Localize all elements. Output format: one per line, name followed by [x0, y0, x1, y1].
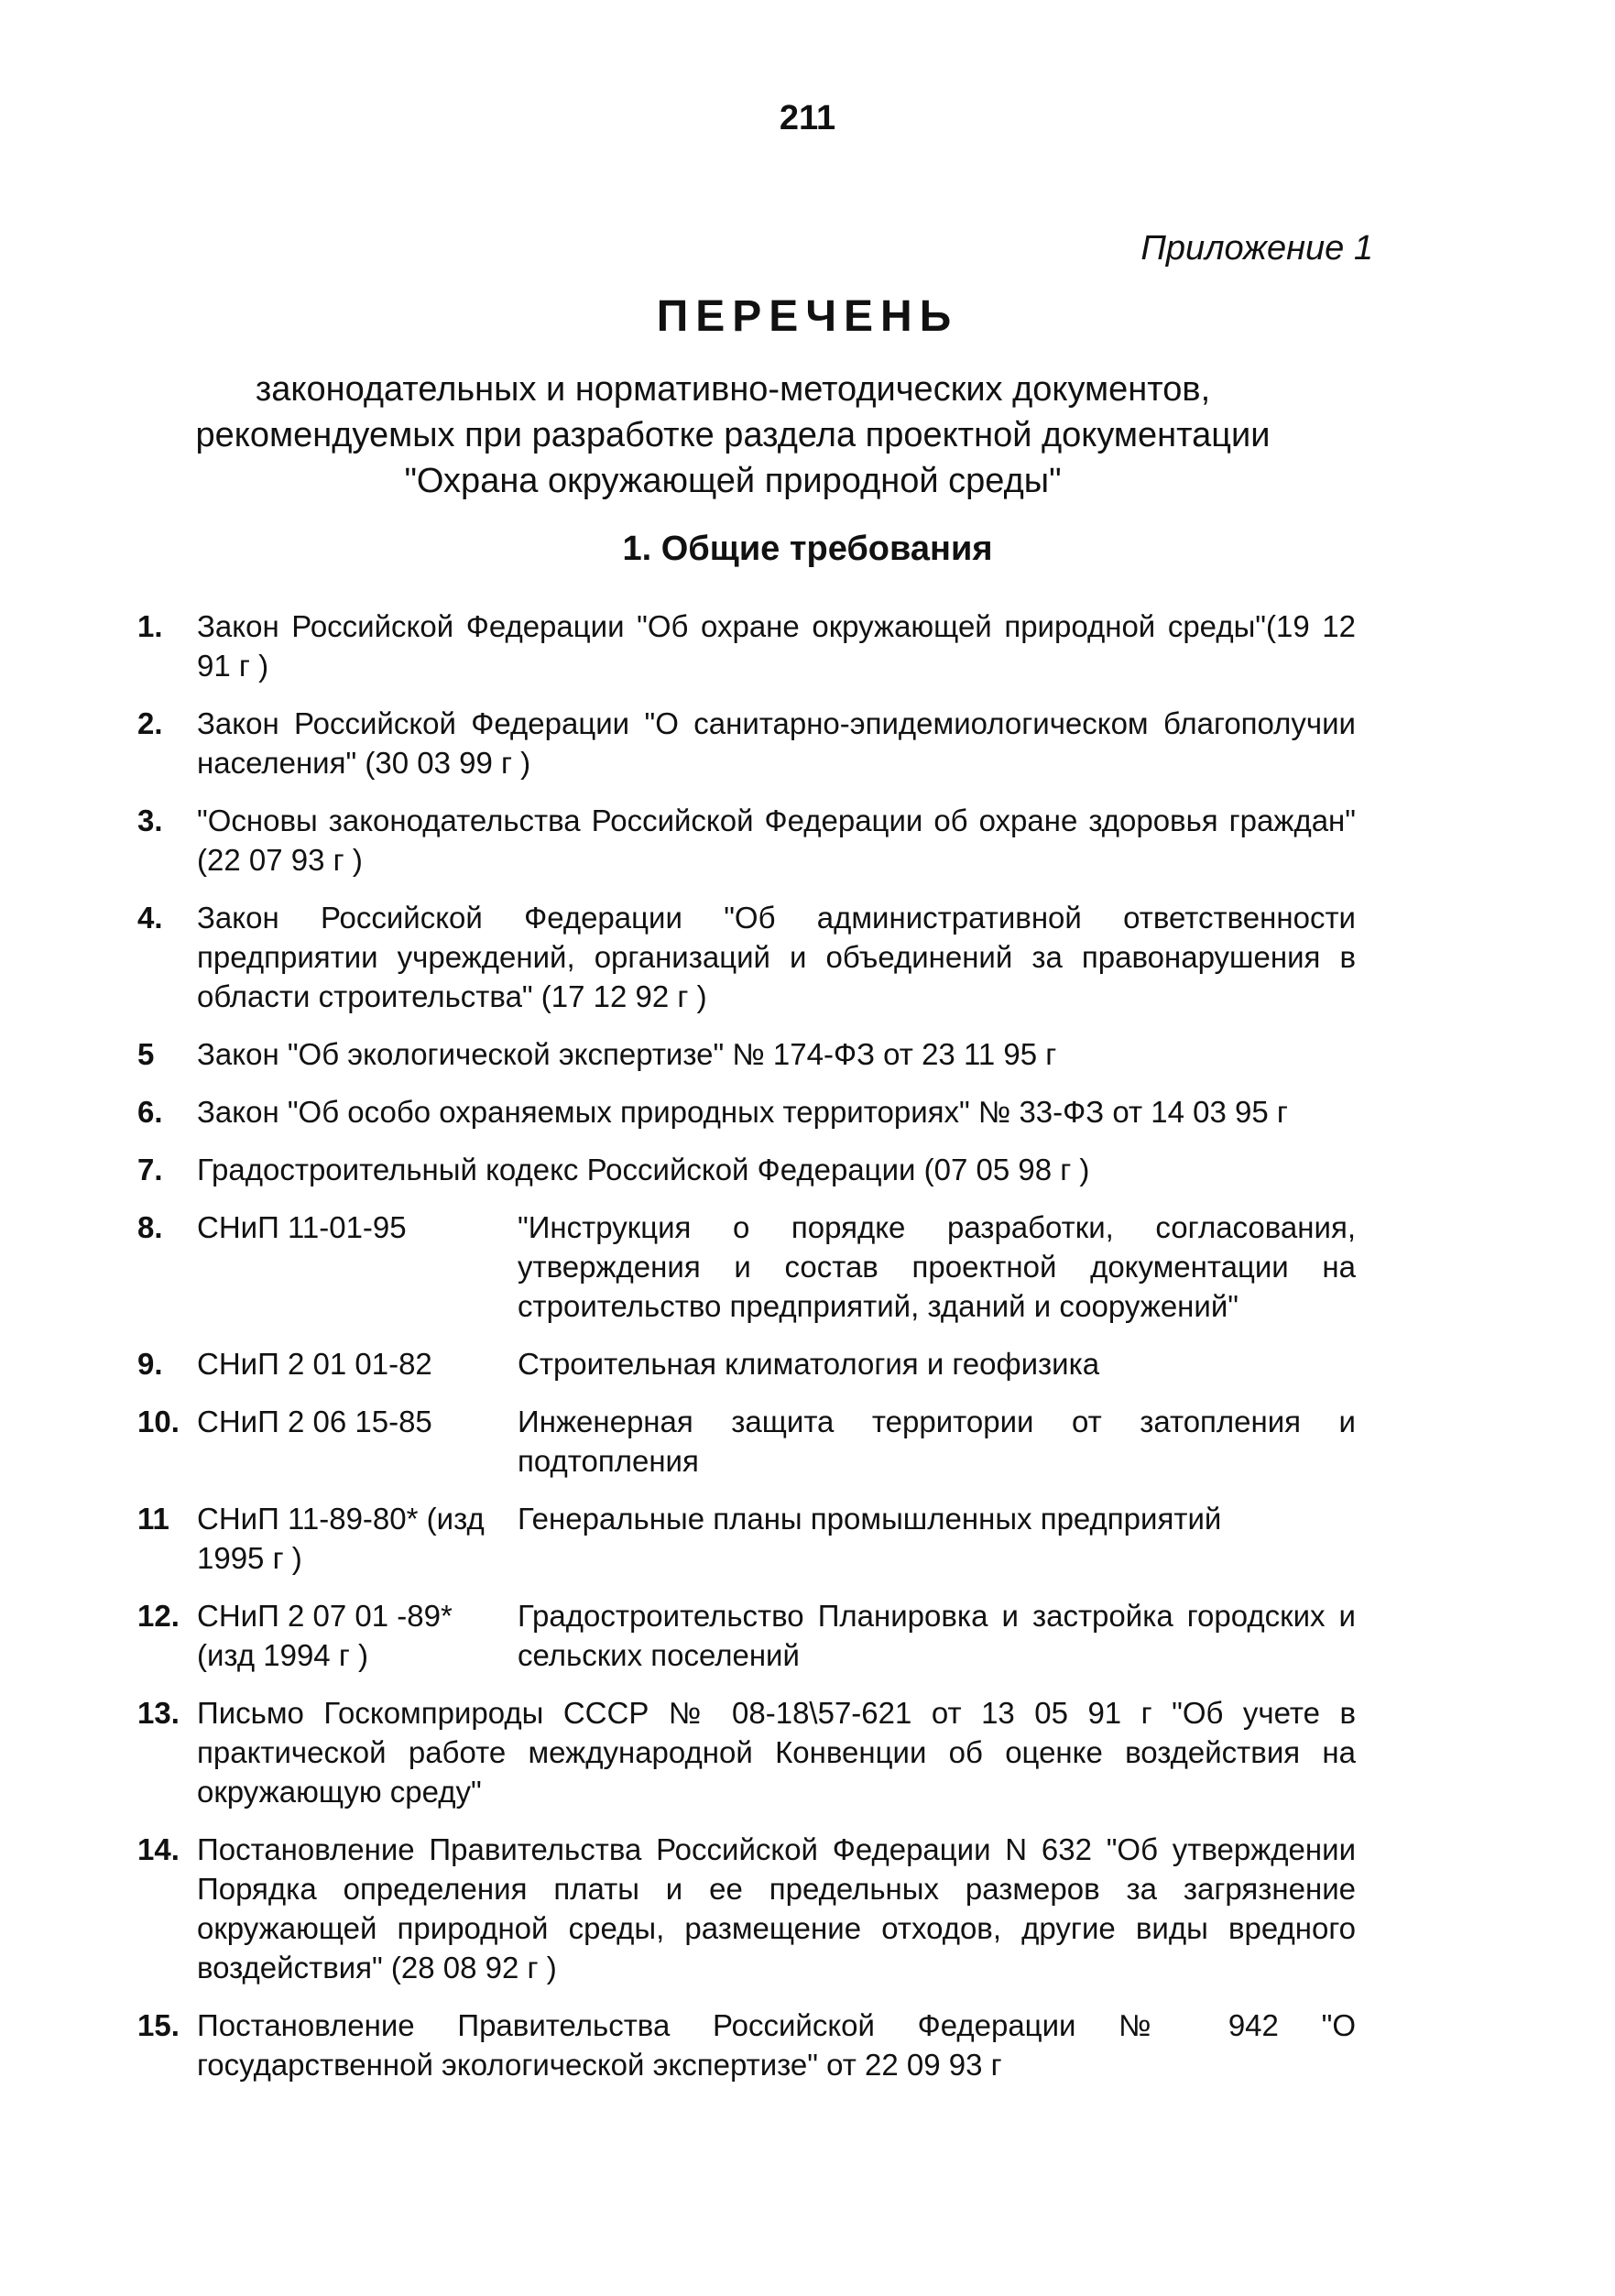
item-number: 3. — [137, 804, 163, 837]
list-item — [137, 898, 1356, 1016]
item-number: 14. — [137, 1832, 180, 1866]
item-doc-title: Генеральные планы промышленных предприятий — [518, 1502, 1222, 1536]
list-item — [137, 2006, 1356, 2084]
list-item — [137, 704, 1356, 782]
item-text: Закон Российской Федерации "Об охране окружающей природной среды"(19 12 91 г ) — [197, 609, 1356, 683]
item-text: Градостроительный кодекс Российской Федерации (07 05 98 г ) — [197, 1153, 1090, 1186]
list-item — [137, 1034, 1356, 1074]
item-code: СНиП 2 01 01-82 — [197, 1347, 432, 1381]
item-number: 9. — [137, 1347, 163, 1381]
item-number: 5 — [137, 1037, 155, 1071]
document-subtitle — [137, 366, 1328, 504]
item-code: СНиП 11-89-80* (изд 1995 г ) — [197, 1502, 485, 1575]
item-number: 15. — [137, 2008, 180, 2042]
item-text: Закон Российской Федерации "О санитарно-эпидемиологическом благополучии населения" (30 03 99 г ) — [197, 706, 1356, 780]
list-item — [137, 1208, 1356, 1326]
item-text: Закон "Об экологической экспертизе" № 174-ФЗ от 23 11 95 г — [197, 1037, 1057, 1071]
item-text: Закон "Об особо охраняемых природных территориях" № 33-ФЗ от 14 03 95 г — [197, 1095, 1288, 1129]
item-number: 10. — [137, 1405, 180, 1438]
subtitle-line: "Охрана окружающей природной среды" — [404, 462, 1062, 500]
list-item — [137, 607, 1356, 685]
item-code: СНиП 2 07 01 -89* (изд 1994 г ) — [197, 1599, 453, 1672]
list-item — [137, 1344, 1356, 1383]
item-text: Письмо Госкомприроды СССР № 08-18\57-621 от 13 05 91 г "Об учете в практической работе международной Конвенции об оценке воздействия на окружающую среду" — [197, 1696, 1356, 1809]
item-doc-title: "Инструкция о порядке разработки, согласования, утверждения и состав проектной документации на строительство предприятий, зданий и сооружений" — [518, 1210, 1356, 1323]
item-doc-title: Строительная климатология и геофизика — [518, 1347, 1100, 1381]
subtitle-line: рекомендуемых при разработке раздела проектной документации — [195, 416, 1271, 454]
list-item — [137, 1693, 1356, 1811]
item-text: "Основы законодательства Российской Федерации об охране здоровья граждан" (22 07 93 г ) — [197, 804, 1356, 877]
item-number: 7. — [137, 1153, 163, 1186]
page-number: 211 — [779, 99, 836, 137]
list-item — [137, 1596, 1356, 1675]
section-heading: 1. Общие требования — [622, 530, 993, 568]
item-code: СНиП 11-01-95 — [197, 1210, 407, 1244]
list-item — [137, 1092, 1356, 1132]
item-number: 2. — [137, 706, 163, 740]
list-item — [137, 1499, 1356, 1578]
item-code: СНиП 2 06 15-85 — [197, 1405, 432, 1438]
subtitle-line: законодательных и нормативно-методических документов, — [255, 370, 1211, 409]
item-number: 1. — [137, 609, 163, 643]
item-number: 12. — [137, 1599, 180, 1633]
item-number: 11 — [137, 1502, 169, 1536]
item-text: Закон Российской Федерации "Об административной ответственности предприятии учреждений, организаций и объединений за правонарушения в области строительства" (17 12 92 г ) — [197, 901, 1356, 1013]
item-number: 6. — [137, 1095, 163, 1129]
item-text: Постановление Правительства Российской Федерации № 942 "О государственной экологической экспертизе" от 22 09 93 г — [197, 2008, 1356, 2082]
item-number: 4. — [137, 901, 163, 935]
document-list — [137, 607, 1356, 2103]
item-doc-title: Градостроительство Планировка и застройка городских и сельских поселений — [518, 1599, 1356, 1672]
item-number: 8. — [137, 1210, 163, 1244]
list-item — [137, 801, 1356, 880]
document-title: ПЕРЕЧЕНЬ — [656, 292, 959, 341]
item-text: Постановление Правительства Российской Федерации N 632 "Об утверждении Порядка определения платы и ее предельных размеров за загрязнение окружающей природной среды, размещение отходов, другие виды вредного воздействия" (28 08 92 г ) — [197, 1832, 1356, 1984]
item-doc-title: Инженерная защита территории от затопления и подтопления — [518, 1405, 1356, 1478]
list-item — [137, 1402, 1356, 1481]
list-item — [137, 1150, 1356, 1189]
list-item — [137, 1830, 1356, 1987]
item-number: 13. — [137, 1696, 180, 1730]
appendix-label: Приложение 1 — [1140, 229, 1373, 268]
